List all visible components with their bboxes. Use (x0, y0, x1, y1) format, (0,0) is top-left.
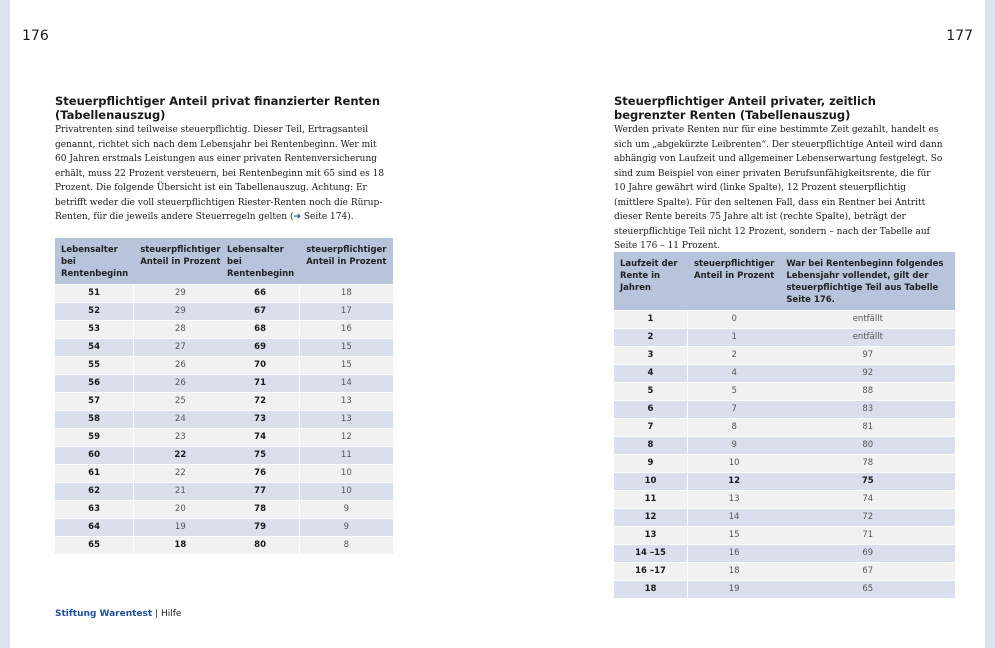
table-cell: 10 (688, 454, 780, 472)
table-row (55, 446, 227, 464)
table-cell: 4 (614, 364, 688, 382)
left-paragraph (55, 123, 385, 225)
table-cell: 66 (221, 284, 300, 302)
table-cell: 7 (688, 400, 780, 418)
table-row (221, 392, 393, 410)
table-row (221, 302, 393, 320)
table-row (55, 392, 227, 410)
table-cell: 60 (55, 446, 134, 464)
table-cell: 83 (780, 400, 955, 418)
table-row (55, 338, 227, 356)
column-header-age: Lebensalter bei Rentenbeginn (55, 238, 134, 284)
ertragsanteil-table-2 (221, 238, 393, 554)
table-cell: 3 (614, 346, 688, 364)
table-cell: 72 (221, 392, 300, 410)
table-cell: 9 (688, 436, 780, 454)
table-cell: 8 (614, 436, 688, 454)
abgekuerzte-leibrenten-table (614, 252, 955, 598)
table-cell: 16 (688, 544, 780, 562)
table-cell: 61 (55, 464, 134, 482)
table-cell: 28 (134, 320, 226, 338)
table-row (221, 338, 393, 356)
table-cell: 78 (780, 454, 955, 472)
table-cell: 22 (134, 464, 226, 482)
table-cell: 92 (780, 364, 955, 382)
table-cell: 27 (134, 338, 226, 356)
table-row (221, 428, 393, 446)
table-cell: 53 (55, 320, 134, 338)
table-row (221, 320, 393, 338)
table-cell: 77 (221, 482, 300, 500)
table-row (221, 410, 393, 428)
table-cell: 12 (688, 472, 780, 490)
table-cell: 5 (688, 382, 780, 400)
table-cell: 2 (688, 346, 780, 364)
table-cell: 20 (134, 500, 226, 518)
table-cell: 65 (780, 580, 955, 598)
left-paragraph-end: Seite 174). (301, 212, 354, 222)
table-cell: 62 (55, 482, 134, 500)
table-row (55, 518, 227, 536)
table-cell: 71 (221, 374, 300, 392)
table-row (221, 356, 393, 374)
table-header-row (221, 238, 393, 284)
table-row (221, 536, 393, 554)
table-row (614, 364, 955, 382)
table-row (614, 544, 955, 562)
left-paragraph-text: Privatrenten sind teilweise steuerpflichtig. Dieser Teil, Ertragsanteil genannt, richtet sich nach dem Lebensjahr bei Rentenbeginn. Wer mit 60 Jahren erstmals Leistungen aus einer privaten Rentenversicherung erhält, muss 22 Prozent versteuern, bei Rentenbeginn mit 65 sind es 18 Prozent. Die folgende Übersicht ist ein Tabellenauszug. Achtung: Er betrifft weder die voll steuerpflichtigen Riester-Renten noch die Rürup-Renten, für die jeweils andere Steuerregeln gelten ( (55, 125, 385, 222)
table-header-row (55, 238, 227, 284)
table-cell: 71 (780, 526, 955, 544)
arrow-right-icon: ➔ (293, 212, 302, 222)
table-cell: 67 (780, 562, 955, 580)
table-3-body (614, 310, 955, 598)
table-row (614, 310, 955, 328)
table-cell: 26 (134, 374, 226, 392)
table-cell: 19 (688, 580, 780, 598)
table-cell: 8 (688, 418, 780, 436)
table-row (221, 464, 393, 482)
left-page (10, 0, 497, 648)
table-cell: 54 (55, 338, 134, 356)
table-cell: 10 (300, 464, 392, 482)
table-cell: 57 (55, 392, 134, 410)
table-cell: 75 (780, 472, 955, 490)
table-cell: 69 (780, 544, 955, 562)
table-cell: 80 (780, 436, 955, 454)
table-cell: 13 (300, 410, 392, 428)
table-row (221, 446, 393, 464)
table-cell: entfällt (780, 328, 955, 346)
table-row (614, 580, 955, 598)
table-cell: 4 (688, 364, 780, 382)
table-cell: 26 (134, 356, 226, 374)
table-cell: 19 (134, 518, 226, 536)
table-row (614, 454, 955, 472)
table-cell: 51 (55, 284, 134, 302)
table-cell: 70 (221, 356, 300, 374)
column-header-duration: Laufzeit der Rente in Jahren (614, 252, 688, 310)
table-cell: 14 (688, 508, 780, 526)
table-cell: 65 (55, 536, 134, 554)
footer-section: Hilfe (160, 609, 182, 619)
table-cell: 88 (780, 382, 955, 400)
table-row (55, 464, 227, 482)
table-cell: 78 (221, 500, 300, 518)
table-row (614, 328, 955, 346)
table-cell: 24 (134, 410, 226, 428)
table-row (55, 374, 227, 392)
table-cell: 75 (221, 446, 300, 464)
table-cell: 11 (300, 446, 392, 464)
table-cell: 59 (55, 428, 134, 446)
table-cell: 9 (300, 518, 392, 536)
table-cell: 25 (134, 392, 226, 410)
footer-separator: | (155, 609, 159, 619)
column-header-share: steuerpflichtiger Anteil in Prozent (134, 238, 226, 284)
table-cell: 2 (614, 328, 688, 346)
table-cell: 68 (221, 320, 300, 338)
table-cell: 16 –17 (614, 562, 688, 580)
table-row (221, 374, 393, 392)
table-cell: 8 (300, 536, 392, 554)
table-cell: 10 (614, 472, 688, 490)
table-cell: 13 (614, 526, 688, 544)
page-number-right: 177 (946, 28, 973, 44)
column-header-share: steuerpflichtiger Anteil in Prozent (300, 238, 392, 284)
left-heading: Steuerpflichtiger Anteil privat finanzierter Renten (Tabellenauszug) (55, 94, 381, 122)
table-row (614, 382, 955, 400)
table-cell: 5 (614, 382, 688, 400)
table-row (614, 346, 955, 364)
table-row (55, 482, 227, 500)
table-row (55, 302, 227, 320)
table-cell: 63 (55, 500, 134, 518)
table-row (221, 482, 393, 500)
table-cell: 79 (221, 518, 300, 536)
table-row (55, 428, 227, 446)
table-row (614, 400, 955, 418)
table-cell: 18 (614, 580, 688, 598)
table-cell: 7 (614, 418, 688, 436)
table-cell: 64 (55, 518, 134, 536)
table-row (221, 500, 393, 518)
table-row (55, 536, 227, 554)
table-cell: 15 (300, 338, 392, 356)
table-cell: 10 (300, 482, 392, 500)
table-row (614, 526, 955, 544)
table-row (55, 356, 227, 374)
table-row (221, 284, 393, 302)
table-row (614, 418, 955, 436)
table-cell: 15 (300, 356, 392, 374)
table-cell: 15 (688, 526, 780, 544)
table-row (55, 320, 227, 338)
table-cell: 23 (134, 428, 226, 446)
table-cell: 29 (134, 284, 226, 302)
table-row (614, 508, 955, 526)
table-header-row (614, 252, 955, 310)
table-cell: 18 (134, 536, 226, 554)
table-cell: 6 (614, 400, 688, 418)
table-cell: 55 (55, 356, 134, 374)
footer-brand: Stiftung Warentest (55, 609, 153, 619)
page-footer (55, 609, 181, 619)
table-row (614, 490, 955, 508)
table-2-body (221, 284, 393, 554)
ertragsanteil-table-1 (55, 238, 227, 554)
table-cell: 11 (614, 490, 688, 508)
table-cell: 13 (300, 392, 392, 410)
table-cell: 74 (221, 428, 300, 446)
table-cell: 9 (614, 454, 688, 472)
table-cell: 21 (134, 482, 226, 500)
table-cell: 56 (55, 374, 134, 392)
table-row (221, 518, 393, 536)
table-cell: 18 (688, 562, 780, 580)
table-row (55, 284, 227, 302)
table-cell: 13 (688, 490, 780, 508)
table-cell: 16 (300, 320, 392, 338)
table-cell: 69 (221, 338, 300, 356)
table-cell: 9 (300, 500, 392, 518)
table-cell: 22 (134, 446, 226, 464)
column-header-age-rule: War bei Rentenbeginn folgendes Lebensjahr vollendet, gilt der steuerpflichtige Teil aus Tabelle Seite 176. (780, 252, 955, 310)
table-cell: 14 –15 (614, 544, 688, 562)
table-row (614, 436, 955, 454)
table-cell: 67 (221, 302, 300, 320)
right-heading: Steuerpflichtiger Anteil privater, zeitlich begrenzter Renten (Tabellenauszug) (614, 94, 876, 122)
table-cell: 1 (688, 328, 780, 346)
table-cell: 76 (221, 464, 300, 482)
table-cell: 80 (221, 536, 300, 554)
table-1-body (55, 284, 227, 554)
table-row (614, 472, 955, 490)
table-cell: 0 (688, 310, 780, 328)
column-header-share: steuerpflichtiger Anteil in Prozent (688, 252, 780, 310)
table-cell: 72 (780, 508, 955, 526)
table-cell: 18 (300, 284, 392, 302)
table-cell: 74 (780, 490, 955, 508)
table-cell: entfällt (780, 310, 955, 328)
table-cell: 81 (780, 418, 955, 436)
table-cell: 14 (300, 374, 392, 392)
table-cell: 97 (780, 346, 955, 364)
right-page (497, 0, 985, 648)
table-cell: 12 (300, 428, 392, 446)
table-cell: 58 (55, 410, 134, 428)
table-cell: 73 (221, 410, 300, 428)
table-cell: 12 (614, 508, 688, 526)
table-row (55, 500, 227, 518)
table-row (55, 410, 227, 428)
table-cell: 17 (300, 302, 392, 320)
column-header-age: Lebensalter bei Rentenbeginn (221, 238, 300, 284)
page-number-left: 176 (22, 28, 49, 44)
table-cell: 29 (134, 302, 226, 320)
table-row (614, 562, 955, 580)
right-paragraph: Werden private Renten nur für eine bestimmte Zeit gezahlt, handelt es sich um „abgekürzte Leibrenten“. Der steuerpflichtige Anteil wird dann abhängig von Laufzeit und allgemeiner Lebenserwartung festgelegt. So sind zum Beispiel von einer privaten Berufsunfähigkeitsrente, die für 10 Jahre gewährt wird (linke Spalte), 12 Prozent steuerpflichtig (mittlere Spalte). Für den seltenen Fall, dass ein Rentner bei Antritt dieser Rente bereits 75 Jahre alt ist (rechte Spalte), beträgt der steuerpflichtige Teil nicht 12 Prozent, sondern – nach der Tabelle auf Seite 176 – 11 Prozent. (614, 125, 943, 251)
table-cell: 1 (614, 310, 688, 328)
table-cell: 52 (55, 302, 134, 320)
